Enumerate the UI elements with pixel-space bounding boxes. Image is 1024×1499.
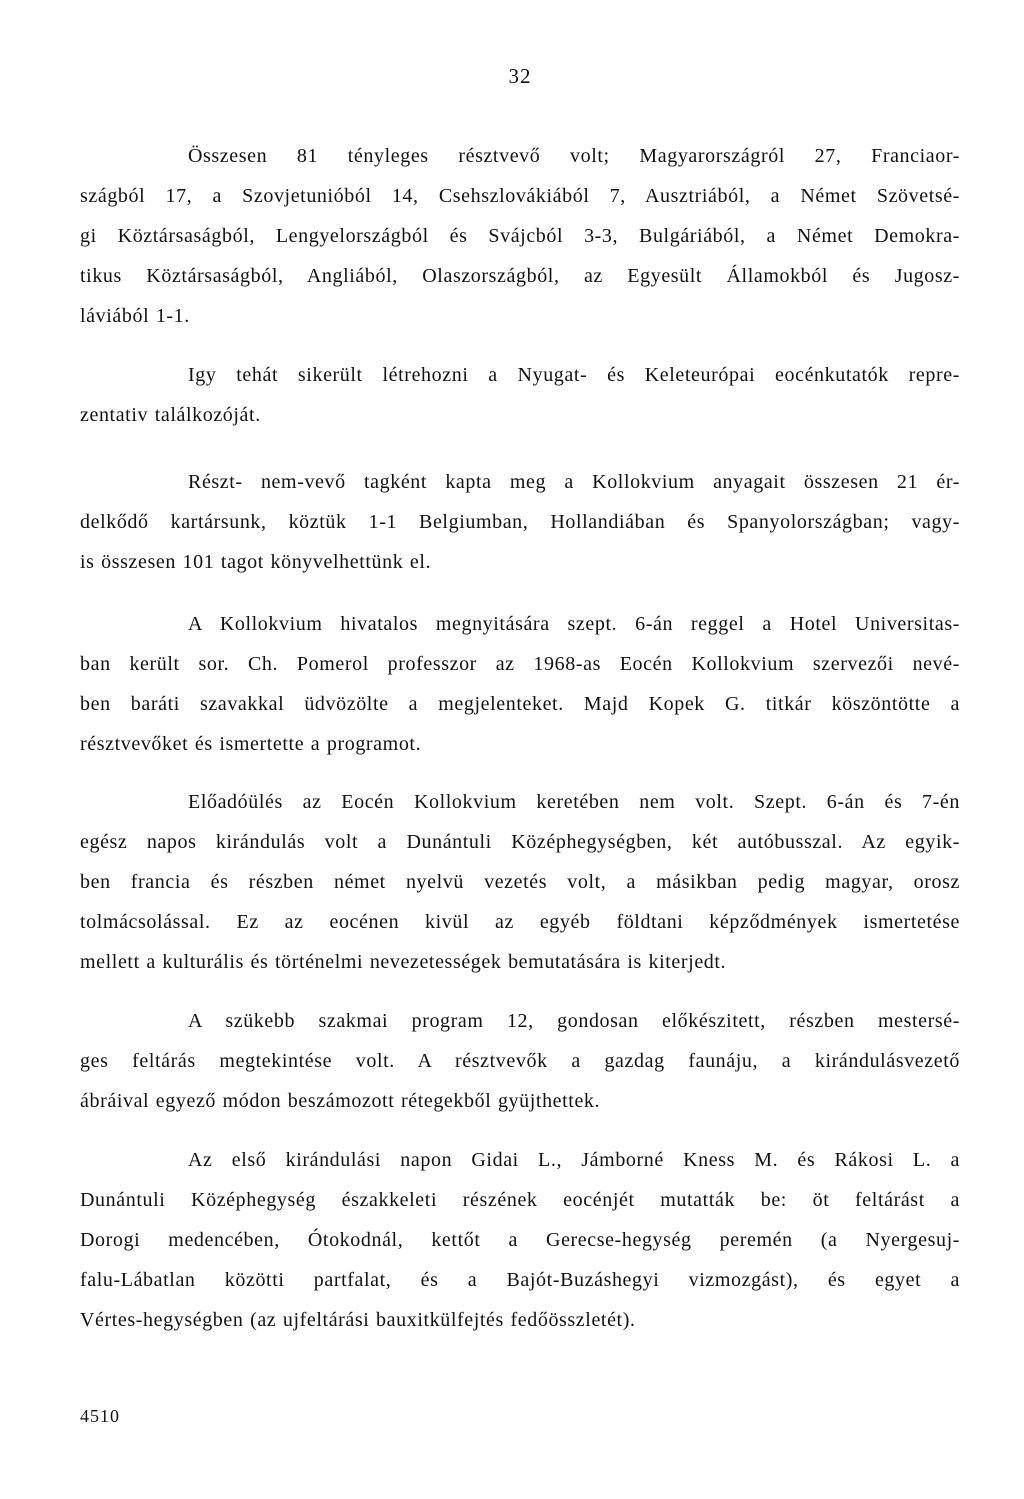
text-line: mellett a kulturális és történelmi nevezetességek bemutatására is kiterjedt. — [80, 951, 727, 973]
text-line: tikus Köztársaságból, Angliából, Olaszországból, az Egyesült Államokból és Jugosz- — [80, 265, 960, 287]
text-line: Részt- nem-vevő tagként kapta meg a Kollokvium anyagait összesen 21 ér- — [188, 471, 960, 493]
paragraph-professional-program — [80, 1001, 960, 1121]
text-line: ges feltárás megtekintése volt. A résztvevők a gazdag faunáju, a kirándulásvezető — [80, 1050, 960, 1072]
paragraph-participants — [80, 136, 960, 336]
text-line: Dunántuli Középhegység északkeleti részének eocénjét mutatták be: öt feltárást a — [80, 1189, 960, 1211]
text-line: delkődő kartársunk, köztük 1-1 Belgiumban, Hollandiában és Spanyolországban; vagy- — [80, 511, 960, 533]
text-line: Összesen 81 tényleges résztvevő volt; Magyarországról 27, Franciaor- — [188, 145, 960, 167]
text-line: gi Köztársaságból, Lengyelországból és Svájcból 3-3, Bulgáriából, a Német Demokra- — [80, 225, 960, 247]
footer-code: 4510 — [80, 1406, 120, 1426]
text-line: láviából 1-1. — [80, 305, 190, 327]
text-line: ben baráti szavakkal üdvözölte a megjelenteket. Majd Kopek G. titkár köszöntötte a — [80, 693, 960, 715]
text-line: ben francia és részben német nyelvü vezetés volt, a másikban pedig magyar, orosz — [80, 871, 960, 893]
text-line: falu-Lábatlan közötti partfalat, és a Bajót-Buzáshegyi vizmozgást), és egyet a — [80, 1269, 960, 1291]
text-line: zentativ találkozóját. — [80, 404, 261, 426]
paragraph-excursions — [80, 782, 960, 982]
text-line: tolmácsolással. Ez az eocénen kivül az egyéb földtani képződmények ismertetése — [80, 911, 960, 933]
text-line: A Kollokvium hivatalos megnyitására szept. 6-án reggel a Hotel Universitas- — [188, 613, 960, 635]
page-number: 32 — [508, 64, 532, 88]
paragraph-official-opening — [80, 604, 960, 764]
text-line: szágból 17, a Szovjetunióból 14, Csehszlovákiából 7, Ausztriából, a Német Szövetsé- — [80, 185, 960, 207]
text-line: Az első kirándulási napon Gidai L., Jámborné Kness M. és Rákosi L. a — [188, 1149, 960, 1171]
paragraph-first-excursion-day — [80, 1140, 960, 1340]
text-line: ban került sor. Ch. Pomerol professzor az 1968-as Eocén Kollokvium szervezői nevé- — [80, 653, 960, 675]
text-line: résztvevőket és ismertette a programot. — [80, 733, 422, 755]
text-line: egész napos kirándulás volt a Dunántuli Középhegységben, két autóbusszal. Az egyik- — [80, 831, 960, 853]
paragraph-non-participating-members — [80, 462, 960, 582]
text-line: Igy tehát sikerült létrehozni a Nyugat- és Keleteurópai eocénkutatók repre- — [188, 364, 960, 386]
text-line: is összesen 101 tagot könyvelhettünk el. — [80, 551, 432, 573]
text-line: Vértes-hegységben (az ujfeltárási bauxitkülfejtés fedőösszletét). — [80, 1309, 636, 1331]
text-line: Dorogi medencében, Ótokodnál, kettőt a Gerecse-hegység peremén (a Nyergesuj- — [80, 1229, 960, 1251]
text-line: Előadóülés az Eocén Kollokvium keretében nem volt. Szept. 6-án és 7-én — [188, 791, 960, 813]
paragraph-representative-meeting — [80, 355, 960, 435]
text-line: A szükebb szakmai program 12, gondosan előkészitett, részben mestersé- — [188, 1010, 960, 1032]
text-line: ábráival egyező módon beszámozott rétegekből gyüjthettek. — [80, 1090, 601, 1112]
